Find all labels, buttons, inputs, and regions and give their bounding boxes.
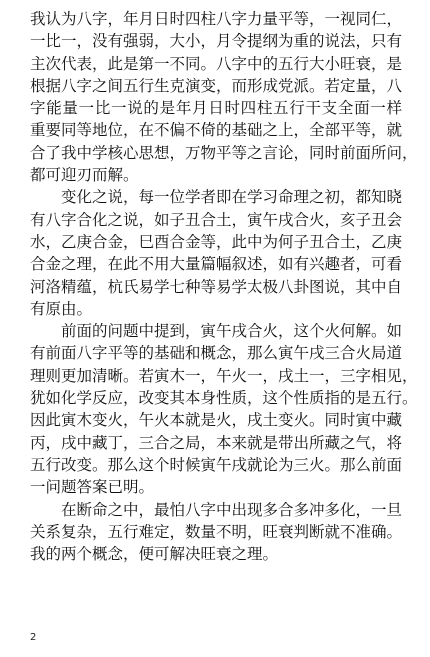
text-line: 主次代表，此是第一不同。八字中的五行大小旺衰，是 [30, 54, 403, 73]
text-line: 重要同等地位，在不偏不倚的基础之上，全部平等，就 [30, 121, 403, 140]
text-line: 我认为八字，年月日时四柱八字力量平等，一视同仁， [30, 10, 403, 28]
paragraph-4 [30, 499, 402, 566]
text-line: 前面的问题中提到，寅午戌合火，这个火何解。如 [61, 322, 403, 341]
text-line: 根据八字之间五行生克演变，而形成党派。若定量，八 [30, 76, 403, 95]
text-line: 理则更加清晰。若寅木一，午火一，戌土一，三字相见， [30, 366, 418, 385]
text-line: 变化之说，每一位学者即在学习命理之初，都知晓 [61, 188, 403, 207]
text-line: 水，乙庚合金，巳酉合金等，此中为何子丑合土，乙庚 [30, 232, 403, 251]
text-line: 都可迎刃而解。 [30, 166, 139, 185]
text-line: 在断命之中，最怕八字中出现多合多冲多化，一旦 [61, 500, 403, 519]
text-line: 因此寅木变火，午火本就是火，戌土变火。同时寅中藏 [30, 411, 403, 430]
text-line: 关系复杂，五行难定，数量不明，旺衰判断就不准确。 [30, 522, 403, 541]
text-line: 有前面八字平等的基础和概念，那么寅午戌三合火局道 [30, 344, 403, 363]
paragraph-2 [30, 186, 402, 320]
text-line: 河洛精蕴，杭氏易学七种等易学太极八卦图说，其中自 [30, 277, 403, 296]
text-line: 字能量一比一说的是年月日时四柱五行干支全面一样 [30, 99, 402, 118]
paragraph-3 [30, 320, 418, 498]
text-line: 有八字合化之说，如子丑合土，寅午戌合火，亥子丑会 [30, 210, 403, 229]
paragraph-1 [30, 8, 418, 186]
text-line: 五行改变。那么这个时候寅午戌就论为三火。那么前面 [30, 455, 403, 474]
text-line: 一问题答案已明。 [30, 478, 155, 497]
text-line: 犹如化学反应，改变其本身性质，这个性质指的是五行。 [30, 389, 418, 408]
text-body [30, 8, 418, 565]
text-line: 丙，戌中藏丁，三合之局，本来就是带出所藏之气，将 [30, 433, 403, 452]
text-line: 合了我中学核心思想，万物平等之言论，同时前面所问， [30, 143, 418, 162]
text-line: 一比一，没有强弱，大小，月令提纲为重的说法，只有 [30, 32, 403, 51]
text-line: 我的两个概念，便可解决旺衰之理。 [30, 545, 279, 564]
page-number: 2 [30, 632, 37, 643]
text-line: 有原由。 [30, 299, 93, 318]
text-line: 合金之理，在此不用大量篇幅叙述，如有兴趣者，可看 [30, 255, 403, 274]
